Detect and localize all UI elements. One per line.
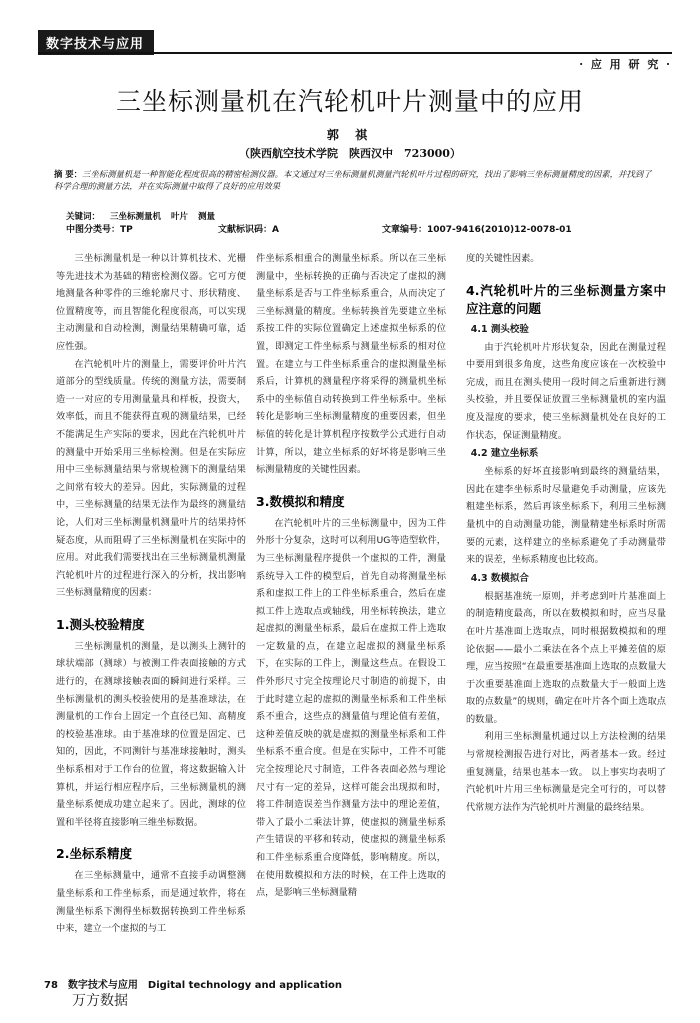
paper-title: 三坐标测量机在汽轮机叶片测量中的应用 — [115, 87, 584, 116]
subsection-heading: 4.3 数模拟合 — [470, 572, 529, 584]
paragraph: 由于汽轮机叶片形状复杂，因此在测量过程中要用到很多角度，这些角度应该在一次校验中完成，而且在测头使用一段时间之后重新进行测头校验，并且要保证放置三坐标测量机的室内温度及湿度的要求，使三坐标测量机处在良好的工作状态，保证测量精度。 — [466, 341, 666, 441]
column-1 — [56, 250, 246, 938]
keywords-label: 关键词： — [66, 212, 101, 222]
journal-tag: 数字技术与应用 — [38, 30, 154, 55]
journal-name-cn: 数字技术与应用 — [67, 980, 138, 991]
section-heading: 1.测头校验精度 — [56, 616, 145, 632]
abstract-text: 三坐标测量机是一种智能化程度很高的精密检测仪器。本文通过对三坐标测量机测量汽轮机叶片过程的研究，找出了影响三坐标测量精度的因素，并找到了科学合理的测量方法，并在实际测量中取得了良好的应用效果 — [54, 169, 652, 191]
section-heading: 2.坐标系精度 — [56, 846, 132, 862]
section-heading: 3.数模拟和精度 — [256, 493, 345, 509]
paragraph: 三坐标测量机的测量，是以测头上测针的球状端部（测球）与被测工件表面接触的方式进行的，在测球接触表面的瞬间进行采样。三坐标测量机的测头校验使用的是基准球法，在测量机的工作台上固定一个直径已知、高精度的校验基准球。由于基准球的位置是固定、已知的，因此，不同测针与基准球接触时，测头坐标系相对于工作台的位置，将这数据输入计算机，并运行相应程序后，三坐标测量机的测量坐标系便成功建立起来了。因此，测球的位置和半径将直接影响三维坐标数据。 — [56, 640, 246, 828]
keyword: 测量 — [198, 212, 216, 222]
header-rule — [38, 52, 672, 54]
abstract — [54, 168, 652, 192]
page-footer — [44, 976, 352, 991]
subsection-heading: 4.1 测头校验 — [470, 323, 529, 335]
subsection-heading: 4.2 建立坐标系 — [470, 448, 539, 460]
author: 郭 祺 — [326, 128, 374, 142]
keyword: 叶片 — [171, 212, 189, 222]
paragraph: 根据基准统一原则，并考虑到叶片基准面上的制造精度最高，所以在数模拟和时，应当尽量在叶片基准面上选取点，同时根据数模拟和的理论依据——最小二乘法在各个点上平摊差值的原理，应当按照“在最重要基准面上选取的点数量大于次重要基准面上选取的点数量大于一般面上选取的点数量”的规则，确定在叶片各个面上选取点的数量。 — [466, 590, 666, 725]
section-heading: 4.汽轮机叶片的三坐标测量方案中应注意的问题 — [466, 282, 666, 316]
keywords — [66, 210, 225, 222]
article-number: 文章编号：1007-9416(2010)12-0078-01 — [382, 225, 572, 235]
paragraph: 利用三坐标测量机通过以上方法检测的结果与常规检测报告进行对比，两者基本一致。经过重复测量，结果也基本一致。 以上事实均表明了汽轮机叶片用三坐标测量是完全可行的，可以替代常规方法作为汽轮机叶片测量的最终结果。 — [466, 731, 666, 813]
paragraph: 在汽轮机叶片的测量上，需要评价叶片汽道部分的型线质量。传统的测量方法，需要制造一一对应的专用测量量具和样板，投资大，效率低，而且不能获得直观的测量结果，已经不能满足生产实际的要求，因此在汽轮机叶片的测量中开始采用三坐标检测。但是在实际应用中三坐标测量结果与常规检测下的测量结果之间常有较大的差异。因此，实际测量的过程中，三坐标测量的结果无法作为最终的测量结论，人们对三坐标测量机测量叶片的结果持怀疑态度，从而阻碍了三坐标测量机在实际中的应用。对此我们需要找出在三坐标测量机测量汽轮机叶片的过程进行深入的分析，找出影响三坐标测量精度的因素： — [56, 358, 246, 599]
paragraph: 度的关键性因素。 — [466, 253, 540, 264]
masthead — [38, 30, 672, 70]
paragraph: 在汽轮机叶片的三坐标测量中，因为工件外形十分复杂，这时可以利用UG等造型软件，为三坐标测量程序提供一个虚拟的工件，测量系统导入工件的模型后，首先自动将测量坐标系和虚拟工件上的工件坐标系重合，然后在虚拟工件上选取点或轴线，用坐标转换法，建立起虚拟的测量坐标系，最后在虚拟工件上选取一定数量的点，在建立起虚拟的测量坐标系下，在实际的工件上，测量这些点。在假设工件外形尺寸完全按理论尺寸制造的前提下，由于此时建立起的虚拟的测量坐标系和工件坐标系不重合，这些点的测量值与理论值有差值，这种差值反映的就是虚拟的测量坐标系和工件坐标系不重合度。但是在实际中，工件不可能完全按理论尺寸制造，工件各表面必然与理论尺寸有一定的差异，这样可能会出现拟和时，将工件制造误差当作测量方法中的理论差值，带入了最小二乘法计算，使虚拟的测量坐标系产生错误的平移和转动，使虚拟的测量坐标系和工件坐标系重合度降低，影响精度。所以，在使用数模拟和方法的时候，在工件上选取的点，是影响三坐标测量精 — [256, 517, 446, 899]
column-3 — [466, 250, 666, 816]
watermark: 万方数据 — [72, 993, 128, 1009]
page-number: 78 — [44, 980, 58, 991]
abstract-label: 摘 要： — [54, 169, 83, 179]
section-label: · 应 用 研 究 · — [579, 58, 672, 71]
affiliation: （陕西航空技术学院 陕西汉中 723000） — [239, 147, 461, 160]
column-2 — [256, 250, 446, 902]
document-code: 文献标识码：A — [218, 225, 279, 235]
paragraph: 坐标系的好坏直接影响到最终的测量结果，因此在建李坐标系时尽量避免手动测量，应该先粗建坐标系，然后再该坐标系下，利用三坐标测量机中的自动测量功能，测量精建坐标系时所需要的元素，这样建立的坐标系避免了手动测量带来的误差，坐标系精度也比较高。 — [466, 466, 666, 566]
paragraph: 件坐标系相重合的测量坐标系。所以在三坐标测量中，坐标转换的正确与否决定了虚拟的测量坐标系是否与工件坐标系重合，从而决定了三坐标测量的精度。坐标转换首先要建立坐标系按工件的实际位置确定上述虚拟坐标系的位置，即测定工件坐标系与测量坐标系的相对位置。在建立与工件坐标系重合的虚拟测量坐标系后，计算机的测量程序将采得的测量机坐标系中的坐标值自动转换到工件坐标系中。坐标转化是影响三坐标测量精度的重要因素，但坐标值的转化是计算机程序按数学公式进行自动计算，所以，建立坐标系的好坏将是影响三坐标测量精度的关键性因素。 — [256, 253, 446, 476]
keyword: 三坐标测量机 — [110, 212, 162, 222]
journal-name-en: Digital technology and application — [147, 980, 343, 991]
paragraph: 在三坐标测量中，通常不直接手动调整测量坐标系和工件坐标系，而是通过软件，将在测量坐标系下测得坐标数据转换到工件坐标系中来，建立一个虚拟的与工 — [56, 870, 246, 935]
clc-number: 中图分类号：TP — [66, 225, 133, 235]
paragraph: 三坐标测量机是一种以计算机技术、光栅等先进技术为基础的精密检测仪器。它可方便地测量各种零件的三维轮廓尺寸、形状精度、位置精度等，而且智能化程度很高，可以实现主动测量和自动检测，测量结果精确可靠，适应性强。 — [56, 253, 246, 352]
